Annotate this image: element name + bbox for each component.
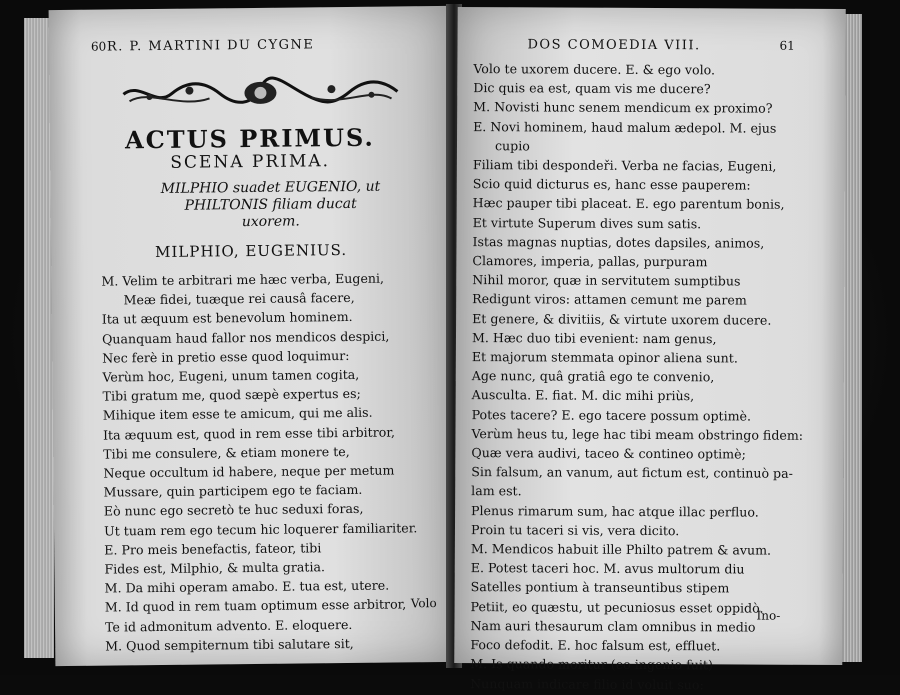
verse-line: Ausculta. E. fiat. M. dic mihi priùs,	[471, 387, 695, 404]
verse-line: Plenus rimarum sum, hac atque illac perfluo.	[471, 502, 759, 520]
verse-line: Scio quid dicturus es, hanc esse pauperem:	[472, 176, 751, 193]
verse-line: E. Potest taceri hoc. M. avus multorum diu	[470, 560, 745, 577]
verse-line: M. Is quando moritur (eo ingenio fuit)	[470, 656, 713, 673]
verse-line: Mussare, quin participem ego te faciam.	[103, 482, 363, 500]
verse-line: Neque occultum id habere, neque per metum	[103, 462, 395, 481]
verse-line: Volo te uxorem ducere. E. & ego volo.	[473, 61, 716, 78]
verse-line: Verùm heus tu, lege hac tibi meam obstringo fidem:	[471, 425, 804, 443]
verse-line: Redigunt viros: attamen cemunt me parem	[472, 291, 747, 308]
verse-line: M. Da mihi operam amabo. E. tua est, utere.	[104, 577, 390, 596]
right-page	[454, 7, 845, 692]
verse-line: Te id admonitum advento. E. eloquere.	[104, 616, 353, 635]
right-verse-block	[470, 59, 805, 694]
verse-line: Ita ut æquum est benevolum hominem.	[101, 309, 353, 327]
verse-line: M. Quod sempiternum tibi salutare sit,	[105, 635, 354, 654]
verse-line: Meæ fidei, tuæque rei causâ facere,	[123, 290, 355, 308]
verse-line: Quanquam haud fallor nos mendicos despici,	[101, 328, 390, 347]
argument-line: MILPHIO suadet EUGENIO, ut	[160, 178, 381, 197]
verse-line: Et virtute Superum dives sum satis.	[472, 214, 702, 231]
verse-line: M. Novisti hunc senem mendicum ex proximo?	[473, 99, 773, 117]
verse-line: Foco defodit. E. hoc falsum est, effluet.	[470, 637, 721, 654]
verse-line: Hæc pauper tibi placeat. E. ego parentum bonis,	[472, 195, 785, 213]
verse-line: Dic quis ea est, quam vis me ducere?	[473, 80, 711, 97]
left-page	[49, 6, 456, 666]
running-head-left: R. P. MARTINI DU CYGNE	[106, 37, 315, 55]
verse-line: Eò nunc ego secretò te huc seduxi foras,	[103, 501, 364, 519]
verse-line: Potes tacere? E. ego tacere possum optimè.	[471, 406, 752, 424]
verse-line: Filiam tibi despondeři. Verba ne facias, Eugeni,	[472, 157, 777, 174]
verse-line: Istas magnas nuptias, dotes dapsiles, animos,	[472, 233, 765, 251]
page-number-right: 61	[779, 38, 795, 53]
verse-line: Satelles pontium à transeuntibus stipem	[470, 579, 730, 596]
verse-line: cupio	[494, 137, 530, 154]
catchword-left: Volo	[410, 596, 437, 611]
argument-line: uxorem.	[241, 213, 300, 231]
scene-title: SCENA PRIMA.	[170, 151, 331, 173]
open-book	[22, 4, 864, 692]
verse-line: M. Id quod in rem tuam optimum esse arbitror,	[104, 596, 407, 616]
verse-line: M. Velim te arbitrari me hæc verba, Eugeni,	[101, 270, 385, 289]
verse-line: Mihique item esse te amicum, qui me alis.	[102, 405, 373, 423]
verse-line: Tibi gratum me, quod sæpè expertus es;	[102, 386, 361, 404]
verse-line: Proin tu taceri si vis, vera dicito.	[470, 521, 680, 539]
running-head-right: DOS COMOEDIA VIII.	[527, 37, 701, 54]
headpiece-ornament-icon	[119, 76, 401, 109]
verse-line: Et majorum stemmata opinor aliena sunt.	[471, 349, 738, 366]
dramatis-personae: MILPHIO, EUGENIUS.	[155, 240, 348, 262]
verse-line: Verùm hoc, Eugeni, unum tamen cogita,	[102, 366, 360, 385]
page-number-left: 60	[90, 39, 107, 54]
verse-line: lam est.	[471, 483, 522, 499]
act-title: ACTUS PRIMUS.	[124, 122, 375, 155]
verse-line: Tibi me consulere, & etiam monere te,	[103, 443, 350, 462]
catchword-right: Ino-	[756, 608, 781, 623]
verse-line: Et genere, & divitiis, & virtute uxorem ducere.	[472, 310, 772, 328]
verse-line: E. Pro meis benefactis, fateor, tibi	[104, 540, 322, 558]
argument-line: PHILTONIS filiam ducat	[184, 195, 357, 214]
verse-line: Quæ vera audivi, taceo & contineo optimè;	[471, 445, 746, 462]
left-verse-block	[101, 268, 418, 655]
verse-line: Clamores, imperia, pallas, purpuram	[472, 253, 708, 270]
verse-line: Ita æquum est, quod in rem esse tibi arbitror,	[102, 424, 396, 443]
verse-line: E. Novi hominem, haud malum ædepol. M. ejus	[473, 118, 777, 136]
verse-line: Nihil moror, quæ in servitutem sumptibus	[472, 272, 741, 289]
verse-line: Sin falsum, an vanum, aut fictum est, continuò pa-	[471, 464, 793, 482]
verse-line: Nunquam indicare filio id voluit suo:	[470, 675, 704, 692]
verse-line: M. Mendicos habuit ille Philto patrem & avum.	[470, 541, 772, 558]
scene-argument	[120, 178, 421, 232]
verse-line: M. Hæc duo tibi evenient: nam genus,	[471, 329, 717, 347]
verse-line: Nec ferè in pretio esse quod loquimur:	[102, 347, 350, 366]
verse-line: Fides est, Milphio, & multa gratia.	[104, 559, 326, 577]
verse-line: Ut tuam rem ego tecum hic loquerer familiariter.	[103, 519, 418, 539]
verse-line: Age nunc, quâ gratiâ ego te convenio,	[471, 368, 715, 385]
verse-line: Petiit, eo quæstu, ut pecuniosus esset oppidò.	[470, 598, 764, 616]
verse-line: Nam auri thesaurum clam omnibus in medio	[470, 617, 756, 635]
